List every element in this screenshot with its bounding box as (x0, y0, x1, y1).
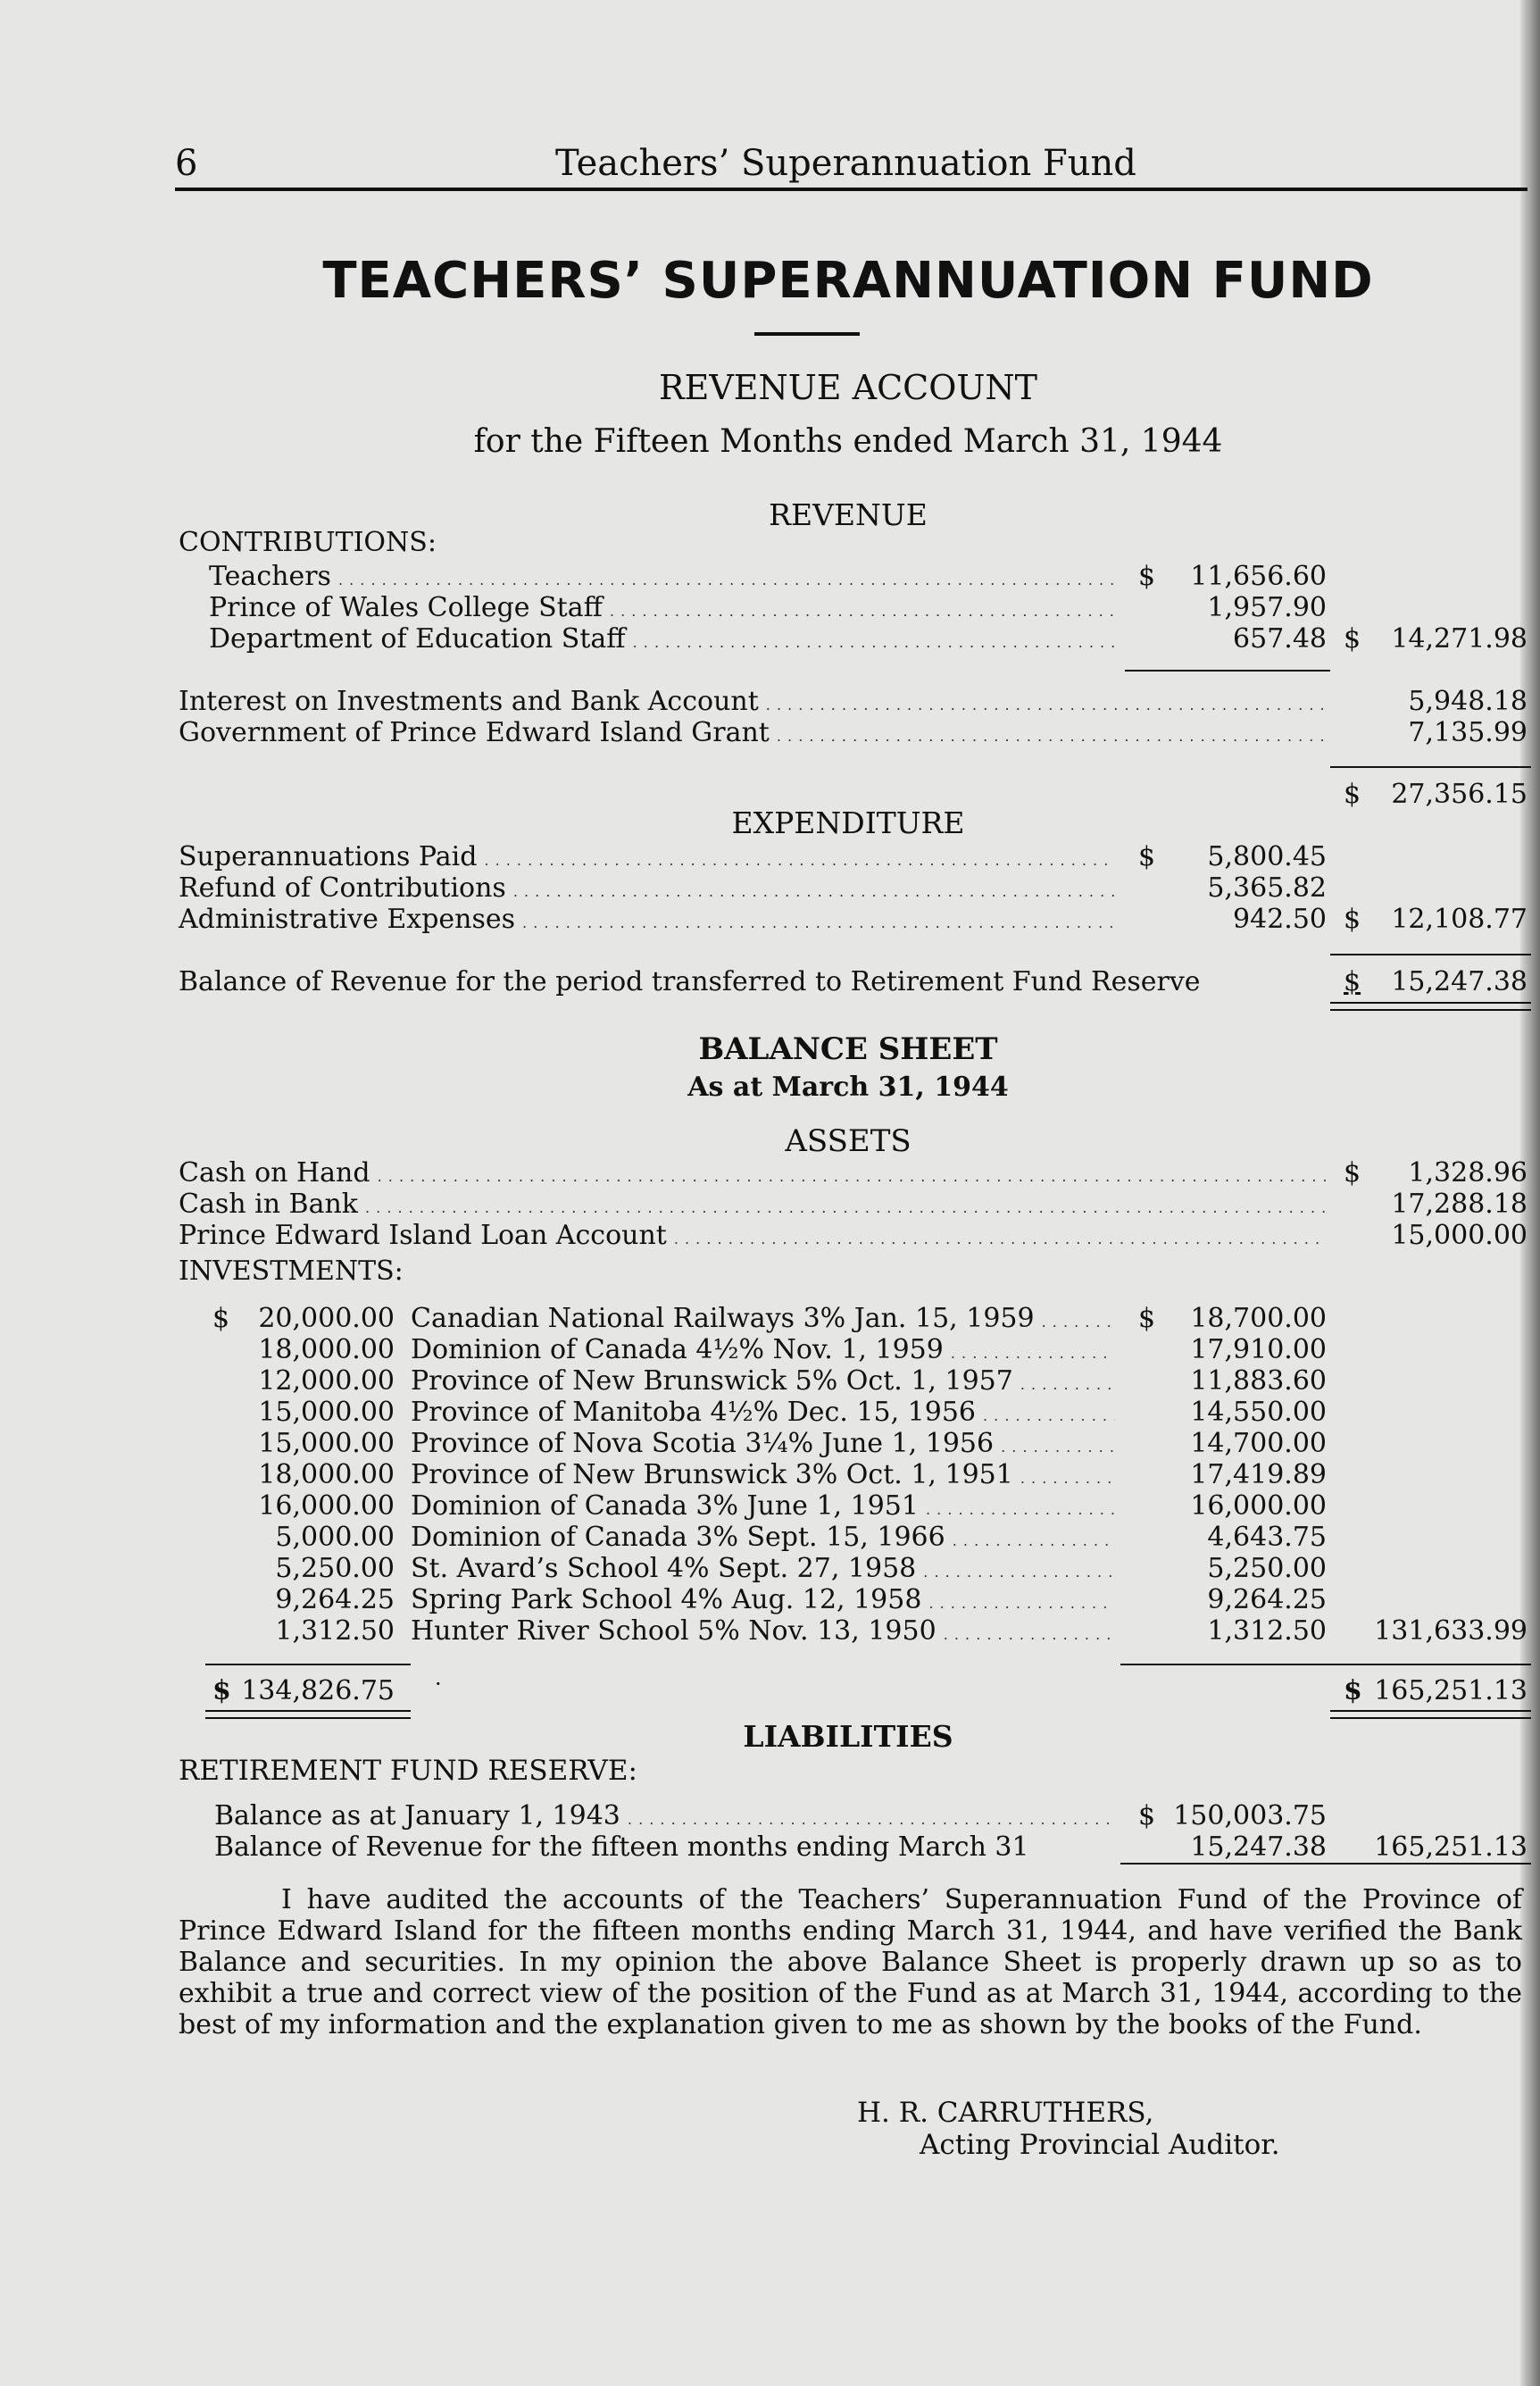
investment-description: St. Avard’s School 4% Sept. 27, 1958 (411, 1553, 917, 1584)
investment-par-value: 18,000.00 (258, 1334, 395, 1365)
leader-dots (610, 592, 1115, 623)
leader-dots (628, 1800, 1115, 1831)
revenue-total: 27,356.15 (1391, 779, 1528, 810)
contributions-total: 14,271.98 (1391, 623, 1528, 655)
row-amount: 15,000.00 (1391, 1220, 1528, 1251)
contribution-row (209, 561, 1115, 593)
liabilities-heading: LIABILITIES (743, 1719, 953, 1754)
investment-description: Dominion of Canada 3% June 1, 1951 (411, 1490, 919, 1522)
leader-dots (513, 872, 1115, 904)
investment-book-value: 17,419.89 (1190, 1459, 1327, 1490)
contribution-row (209, 592, 1115, 624)
row-amount: 942.50 (1233, 904, 1327, 935)
investments-heading: INVESTMENTS: (179, 1256, 404, 1287)
dollar-sign: $ (1138, 1800, 1156, 1831)
investment-row (411, 1584, 1115, 1616)
reserve-row-label: Balance of Revenue for the fifteen months ending March 31 (214, 1831, 1029, 1863)
investment-par-value: 1,312.50 (275, 1615, 395, 1647)
cash-row (179, 1189, 1326, 1221)
assets-total: 165,251.13 (1374, 1675, 1528, 1706)
expenditure-row (179, 872, 1115, 905)
leader-dots (953, 1522, 1115, 1553)
investment-par-value: 12,000.00 (258, 1365, 395, 1397)
investment-row (411, 1615, 1115, 1648)
investment-par-value: 5,250.00 (275, 1553, 395, 1584)
tick-mark: · (435, 1672, 442, 1697)
investment-row (411, 1334, 1115, 1366)
reserve-heading: RETIREMENT FUND RESERVE: (179, 1755, 637, 1787)
double-rule-bottom (1330, 1009, 1531, 1011)
total-rule (1330, 766, 1531, 768)
leader-dots (365, 1189, 1326, 1220)
interest-row (179, 686, 1326, 718)
row-amount: 1,957.90 (1207, 592, 1327, 623)
balance-sheet-heading: BALANCE SHEET (698, 1031, 998, 1067)
assets-heading: ASSETS (785, 1123, 912, 1159)
expenditure-heading: EXPENDITURE (731, 805, 965, 840)
leader-dots (766, 686, 1326, 717)
leader-dots (923, 1553, 1115, 1584)
signature-name: H. R. CARRUTHERS, (857, 2097, 1154, 2129)
expenditure-total: 12,108.77 (1391, 904, 1528, 935)
underline-rule (1120, 1863, 1531, 1865)
investment-par-value: 18,000.00 (258, 1459, 395, 1490)
revenue-account-period: for the Fifteen Months ended March 31, 1944 (473, 423, 1223, 460)
investment-description: Canadian National Railways 3% Jan. 15, 1959 (411, 1303, 1035, 1334)
liabilities-total: 165,251.13 (1374, 1831, 1528, 1863)
expenditure-row (179, 841, 1115, 873)
leader-dots (1020, 1459, 1115, 1490)
total-rule (1330, 954, 1531, 955)
investment-book-value: 14,700.00 (1190, 1428, 1327, 1459)
audit-statement: I have audited the accounts of the Teachers’ Superannuation Fund of the Province of Prince Edward Island for the fifteen months ending March 31, 1944, and have verified the Bank Balance and securities. In my opinion the above Balance Sheet is properly drawn up so as to exhibit a true and correct view of the position of the Fund as at March 31, 1944, according to the best of my information and the explanation given to me as shown by the books of the Fund. (179, 1884, 1522, 2040)
leader-dots (674, 1220, 1326, 1251)
double-rule-top (1330, 1710, 1531, 1712)
balance-sheet-date: As at March 31, 1944 (687, 1072, 1009, 1103)
row-label: Prince Edward Island Loan Account (179, 1220, 667, 1251)
row-label: Balance as at January 1, 1943 (214, 1800, 620, 1831)
investment-description: Province of New Brunswick 5% Oct. 1, 1957 (411, 1365, 1013, 1397)
row-label: Prince of Wales College Staff (209, 592, 603, 623)
investment-row (411, 1490, 1115, 1523)
dollar-sign: $ (212, 1675, 231, 1706)
row-amount: 657.48 (1233, 623, 1327, 655)
leader-dots (928, 1584, 1115, 1615)
total-rule (1330, 1664, 1531, 1665)
leader-dots (378, 1157, 1326, 1189)
dollar-sign: $ (1138, 1303, 1156, 1334)
dollar-sign: $ (1344, 779, 1361, 810)
page-number: 6 (175, 143, 198, 184)
investments-total: 131,633.99 (1374, 1615, 1528, 1647)
row-label: Cash on Hand (179, 1157, 370, 1189)
investment-description: Spring Park School 4% Aug. 12, 1958 (411, 1584, 922, 1615)
investment-description: Province of Nova Scotia 3¼% June 1, 1956 (411, 1428, 995, 1459)
leader-dots (633, 623, 1115, 655)
cash-row (179, 1220, 1326, 1252)
contributions-heading: CONTRIBUTIONS: (179, 527, 437, 558)
investment-book-value: 9,264.25 (1207, 1584, 1327, 1615)
dollar-sign: $ (212, 1303, 230, 1334)
leader-dots (951, 1334, 1115, 1365)
cash-row (179, 1157, 1326, 1189)
investment-description: Province of New Brunswick 3% Oct. 1, 1951 (411, 1459, 1013, 1490)
investment-description: Province of Manitoba 4½% Dec. 15, 1956 (411, 1397, 976, 1428)
row-amount: 7,135.99 (1408, 717, 1528, 748)
investment-book-value: 1,312.50 (1207, 1615, 1327, 1647)
row-label: Teachers (209, 561, 331, 592)
row-amount: 150,003.75 (1173, 1800, 1327, 1831)
investment-par-value: 5,000.00 (275, 1522, 395, 1553)
row-label: Department of Education Staff (209, 623, 626, 655)
investment-description: Dominion of Canada 4½% Nov. 1, 1959 (411, 1334, 944, 1365)
investment-par-value: 9,264.25 (275, 1584, 395, 1615)
dollar-sign: $ (1344, 904, 1361, 935)
row-label: Administrative Expenses (179, 904, 516, 935)
leader-dots (777, 717, 1326, 748)
dollar-sign: $ (1344, 1675, 1362, 1706)
investment-par-value: 15,000.00 (258, 1428, 395, 1459)
investment-description: Hunter River School 5% Nov. 13, 1950 (411, 1615, 936, 1647)
investment-row (411, 1553, 1115, 1585)
balance-label: Balance of Revenue for the period transferred to Retirement Fund Reserve (179, 966, 1201, 997)
dollar-sign: $ (1344, 1157, 1361, 1189)
leader-dots (522, 904, 1115, 935)
row-amount: 5,800.45 (1207, 841, 1327, 872)
investment-description: Dominion of Canada 3% Sept. 15, 1966 (411, 1522, 945, 1553)
page-title: TEACHERS’ SUPERANNUATION FUND (322, 252, 1374, 310)
leader-dots (926, 1490, 1115, 1522)
row-amount: 5,365.82 (1207, 872, 1327, 904)
investment-book-value: 4,643.75 (1207, 1522, 1327, 1553)
row-label: Superannuations Paid (179, 841, 478, 872)
row-label: Refund of Contributions (179, 872, 506, 904)
leader-dots (338, 561, 1115, 592)
par-total: 134,826.75 (241, 1675, 395, 1706)
row-label: Interest on Investments and Bank Account (179, 686, 759, 717)
investment-book-value: 14,550.00 (1190, 1397, 1327, 1428)
investment-row (411, 1303, 1115, 1335)
investment-par-value: 20,000.00 (258, 1303, 395, 1334)
row-amount: 17,288.18 (1391, 1189, 1528, 1220)
value-rule (1120, 1664, 1330, 1665)
investment-row (411, 1428, 1115, 1460)
investment-book-value: 17,910.00 (1190, 1334, 1327, 1365)
reserve-row (214, 1800, 1115, 1832)
dollar-sign: $ (1344, 966, 1361, 997)
dollar-sign: $ (1344, 623, 1361, 655)
leader-dots (944, 1615, 1115, 1647)
leader-dots (1020, 1365, 1115, 1397)
balance-amount: 15,247.38 (1391, 966, 1528, 997)
row-amount: 11,656.60 (1190, 561, 1327, 592)
revenue-heading: REVENUE (769, 497, 928, 532)
dollar-sign: $ (1138, 841, 1156, 872)
signature-title: Acting Provincial Auditor. (920, 2129, 1280, 2161)
investment-row (411, 1522, 1115, 1554)
title-rule (754, 332, 860, 336)
investment-row (411, 1365, 1115, 1397)
investment-par-value: 16,000.00 (258, 1490, 395, 1522)
row-amount: 1,328.96 (1408, 1157, 1528, 1189)
investment-row (411, 1397, 1115, 1429)
double-rule-top (205, 1710, 411, 1712)
subtotal-rule (1125, 670, 1330, 672)
contribution-row (209, 623, 1115, 655)
leader-dots (484, 841, 1115, 872)
double-rule-top (1330, 1002, 1531, 1004)
investment-book-value: 16,000.00 (1190, 1490, 1327, 1522)
leader-dots (983, 1397, 1115, 1428)
dollar-sign: $ (1138, 561, 1156, 592)
revenue-account-heading: REVENUE ACCOUNT (659, 368, 1037, 407)
investment-row (411, 1459, 1115, 1491)
investment-book-value: 5,250.00 (1207, 1553, 1327, 1584)
grant-row (179, 717, 1326, 749)
row-label: Cash in Bank (179, 1189, 358, 1220)
row-amount: 15,247.38 (1190, 1831, 1327, 1863)
investment-book-value: 18,700.00 (1190, 1303, 1327, 1334)
running-title: Teachers’ Superannuation Fund (555, 143, 1136, 184)
row-label: Government of Prince Edward Island Grant (179, 717, 770, 748)
leader-dots (1042, 1303, 1115, 1334)
expenditure-row (179, 904, 1115, 936)
par-rule (205, 1664, 411, 1665)
investment-book-value: 11,883.60 (1190, 1365, 1327, 1397)
header-rule (175, 188, 1528, 191)
leader-dots (1001, 1428, 1115, 1459)
row-amount: 5,948.18 (1408, 686, 1528, 717)
investment-par-value: 15,000.00 (258, 1397, 395, 1428)
